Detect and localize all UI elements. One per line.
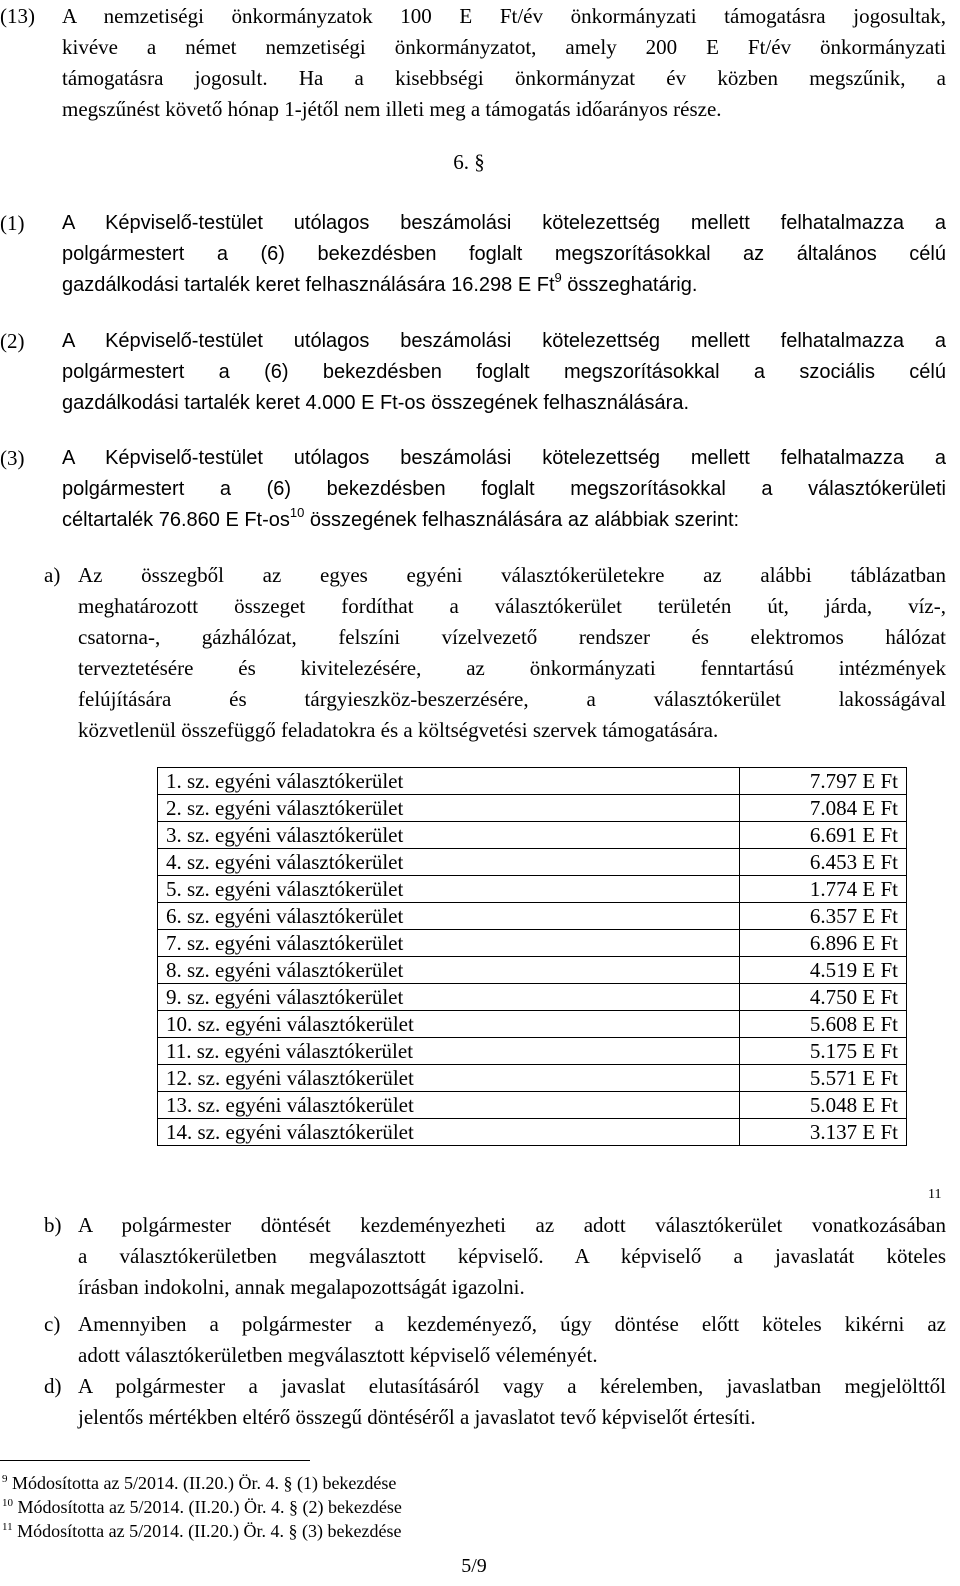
district-name: 1. sz. egyéni választókerület [158, 768, 740, 795]
text-line: gazdálkodási tartalék keret 4.000 E Ft-os összegének felhasználására. [62, 392, 690, 414]
footnote: $^{10}$ Módosította az 5/2014. (II.20.) Ör. 4. § (2) bekezdése [2, 1497, 402, 1517]
text-line: A Képviselő-testület utólagos beszámolási kötelezettség mellett felhatalmazza a [62, 447, 946, 469]
footnote: $^9$ Módosította az 5/2014. (II.20.) Ör. 4. § (1) bekezdése [2, 1473, 397, 1493]
list-label: a) [44, 563, 61, 587]
district-amount: 4.750 E Ft [740, 984, 907, 1011]
table-row [158, 795, 907, 822]
district-amount: 6.453 E Ft [740, 849, 907, 876]
text-line: A Képviselő-testület utólagos beszámolási kötelezettség mellett felhatalmazza a [62, 212, 946, 234]
district-amount: 3.137 E Ft [740, 1119, 907, 1146]
table-row [158, 876, 907, 903]
text-line: A polgármester a javaslat elutasításáról vagy a kérelemben, javaslatban megjelölttől [78, 1374, 946, 1398]
list-label: d) [44, 1374, 62, 1398]
text-line: polgármestert a (6) bekezdésben foglalt megszorításokkal a választókerületi [62, 478, 946, 500]
text-line: A Képviselő-testület utólagos beszámolási kötelezettség mellett felhatalmazza a [62, 330, 946, 352]
table-row [158, 849, 907, 876]
table-row [158, 1038, 907, 1065]
district-amount: 5.048 E Ft [740, 1092, 907, 1119]
paragraph-number: (13) [0, 4, 35, 28]
table-row [158, 1065, 907, 1092]
section-title: 6. § [453, 150, 485, 174]
district-amount: 4.519 E Ft [740, 957, 907, 984]
text-line: közvetlenül összefüggő feladatokra és a költségvetési szervek támogatására. [78, 718, 719, 742]
text-line: Amennyiben a polgármester a kezdeményező, úgy döntése előtt köteles kikérni az [78, 1312, 946, 1336]
text-line: A polgármester döntését kezdeményezheti az adott választókerület vonatkozásában [78, 1213, 946, 1237]
district-amount: 6.357 E Ft [740, 903, 907, 930]
district-name: 2. sz. egyéni választókerület [158, 795, 740, 822]
footnote-divider [0, 1460, 310, 1461]
district-amount: 7.084 E Ft [740, 795, 907, 822]
district-name: 12. sz. egyéni választókerület [158, 1065, 740, 1092]
district-amount: 7.797 E Ft [740, 768, 907, 795]
district-amount: 6.896 E Ft [740, 930, 907, 957]
text-line: A nemzetiségi önkormányzatok 100 E Ft/év önkormányzati támogatásra jogosultak, [62, 4, 946, 28]
list-label: c) [44, 1312, 61, 1336]
text-line: megszűnést követő hónap 1-jétől nem illeti meg a támogatás időarányos része. [62, 97, 722, 121]
text-line: Az összegből az egyes egyéni választókerületekre az alábbi táblázatban [78, 563, 946, 587]
footnote: $^{11}$ Módosította az 5/2014. (II.20.) Ör. 4. § (3) bekezdése [2, 1521, 402, 1541]
paragraph-number: (3) [0, 446, 25, 470]
district-name: 3. sz. egyéni választókerület [158, 822, 740, 849]
page-number: 5/9 [461, 1555, 487, 1577]
text-line: jelentős mértékben eltérő összegű döntéséről a javaslatot tevő képviselőt értesíti. [78, 1405, 756, 1429]
district-amount: 1.774 E Ft [740, 876, 907, 903]
text-line: gazdálkodási tartalék keret felhasználására 16.298 E Ft$^9$ összeghatárig. [62, 270, 698, 296]
district-name: 10. sz. egyéni választókerület [158, 1011, 740, 1038]
district-name: 5. sz. egyéni választókerület [158, 876, 740, 903]
table-row [158, 984, 907, 1011]
table-row [158, 1011, 907, 1038]
text-line: céltartalék 76.860 E $Ft-os^{10}$ összegének felhasználására az alábbiak szerint: [62, 505, 740, 531]
district-name: 4. sz. egyéni választókerület [158, 849, 740, 876]
text-line: polgármestert a (6) bekezdésben foglalt megszorításokkal az általános célú [62, 243, 946, 265]
district-table [157, 767, 907, 1146]
district-name: 14. sz. egyéni választókerület [158, 1119, 740, 1146]
district-name: 7. sz. egyéni választókerület [158, 930, 740, 957]
table-row [158, 957, 907, 984]
district-amount: 6.691 E Ft [740, 822, 907, 849]
list-label: b) [44, 1213, 62, 1237]
district-name: 9. sz. egyéni választókerület [158, 984, 740, 1011]
district-name: 6. sz. egyéni választókerület [158, 903, 740, 930]
district-name: 13. sz. egyéni választókerület [158, 1092, 740, 1119]
district-amount: 5.571 E Ft [740, 1065, 907, 1092]
paragraph-number: (1) [0, 211, 25, 235]
table-row [158, 1119, 907, 1146]
district-name: 8. sz. egyéni választókerület [158, 957, 740, 984]
district-amount: 5.175 E Ft [740, 1038, 907, 1065]
text-line: a választókerületben megválasztott képviselő. A képviselő a javaslatát köteles [78, 1244, 946, 1268]
table-row [158, 1092, 907, 1119]
paragraph-number: (2) [0, 329, 25, 353]
text-line: meghatározott összeget fordíthat a választókerület területén út, járda, víz-, [78, 594, 946, 618]
district-name: 11. sz. egyéni választókerület [158, 1038, 740, 1065]
footnote-ref: 11 [928, 1187, 942, 1202]
table-row [158, 822, 907, 849]
table-row [158, 930, 907, 957]
footnote-ref: 10 [289, 505, 305, 520]
text-line: felújítására és tárgyieszköz-beszerzésére, a választókerület lakosságával [78, 687, 946, 711]
footnote-ref: 9 [554, 270, 562, 285]
table-row [158, 768, 907, 795]
text-line: írásban indokolni, annak megalapozottságát igazolni. [78, 1275, 525, 1299]
text-line: kivéve a német nemzetiségi önkormányzatot, amely 200 E Ft/év önkormányzati [62, 35, 946, 59]
text-line: polgármestert a (6) bekezdésben foglalt megszorításokkal a szociális célú [62, 361, 946, 383]
text-line: adott választókerületben megválasztott képviselő véleményét. [78, 1343, 598, 1367]
district-amount: 5.608 E Ft [740, 1011, 907, 1038]
text-line: csatorna-, gázhálózat, felszíni vízelvezető rendszer és elektromos hálózat [78, 625, 946, 649]
text-line: támogatásra jogosult. Ha a kisebbségi önkormányzat év közben megszűnik, a [62, 66, 946, 90]
text-line: terveztetésére és kivitelezésére, az önkormányzati fenntartású intézmények [78, 656, 946, 680]
table-row [158, 903, 907, 930]
